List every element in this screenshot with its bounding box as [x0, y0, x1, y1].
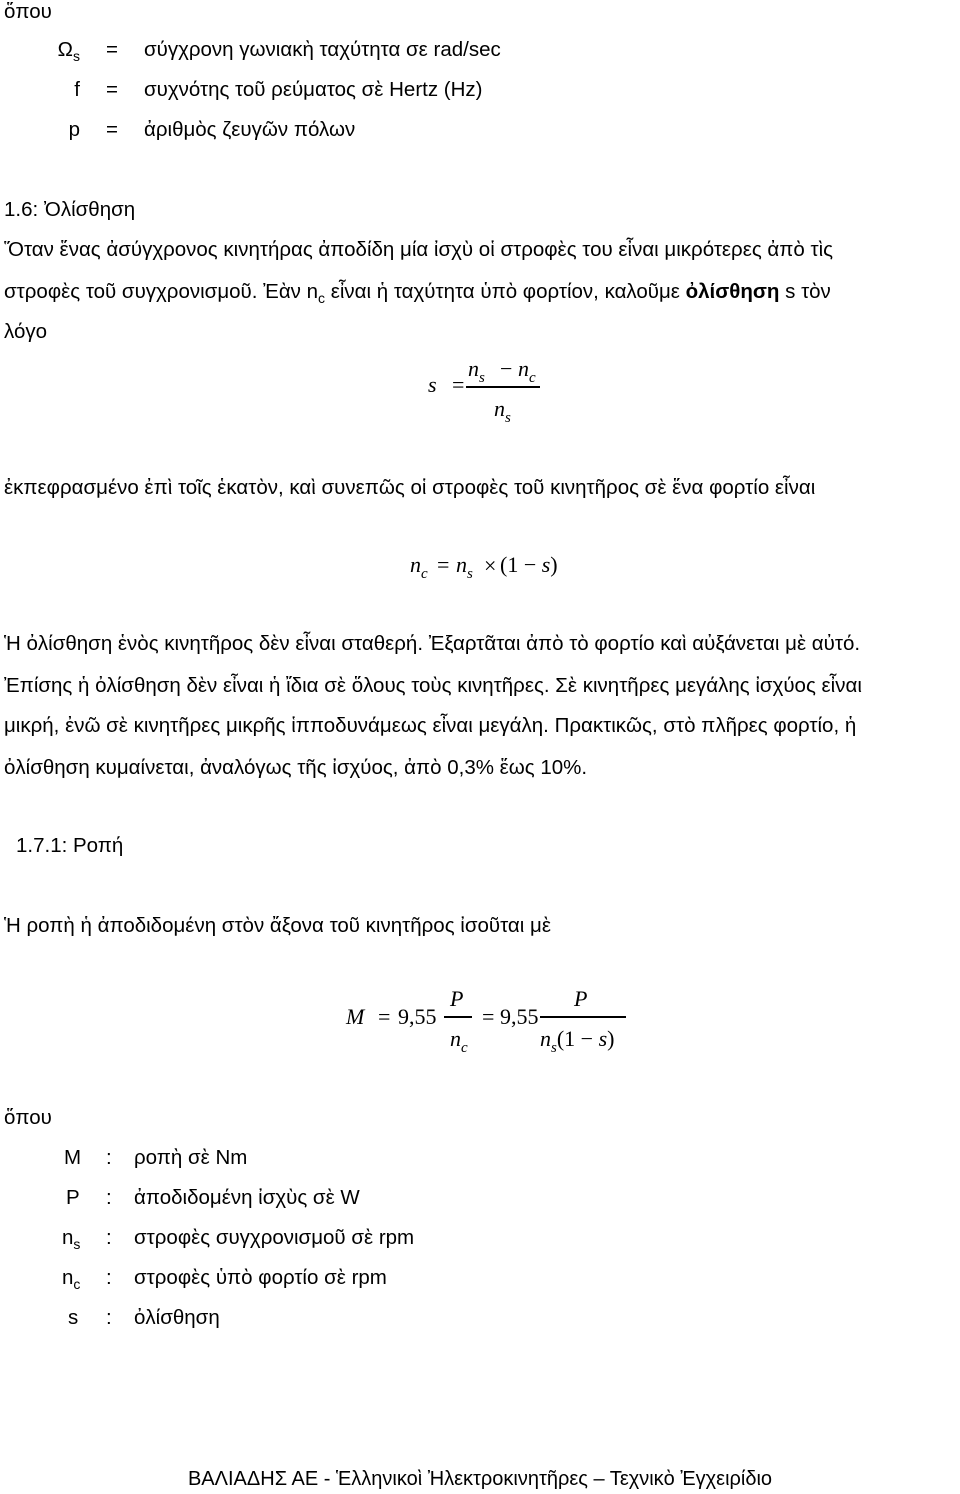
fraction-bar — [444, 1016, 472, 1018]
paragraph-line: λόγο — [4, 320, 47, 343]
definition-separator: : — [106, 1186, 112, 1209]
definition-symbol: $n_c$ — [62, 1266, 81, 1292]
definition-equals: = — [106, 118, 118, 141]
paragraph-line: μικρή, ἐνῶ σὲ κινητῆρες μικρῆς ἱπποδυνάμεως εἶναι μεγάλη. Πρακτικῶς, στὸ πλῆρες φορτίο, ἡ — [4, 714, 857, 737]
eq-equals: = — [378, 1004, 391, 1029]
intro-word: ὅπου — [4, 1106, 52, 1129]
fraction-bar — [540, 1016, 626, 1018]
eq-denominator: $n_c$ — [450, 1026, 468, 1056]
definition-equals: = — [106, 78, 118, 101]
definition-separator: : — [106, 1146, 112, 1169]
eq-term: $n_s$ — [456, 552, 473, 582]
definition-text: ροπὴ σὲ Nm — [134, 1146, 248, 1169]
eq-times: × — [484, 553, 497, 578]
paragraph-line: Ὅταν ἕνας ἀσύγχρονος κινητήρας ἀποδίδη μία ἰσχὺ οἱ στροφὲς του εἶναι μικρότερες ἀπὸ τὶς — [4, 238, 834, 261]
eq-numerator: $n_s$ — [468, 356, 485, 386]
paragraph-line: Ἡ ὀλίσθηση ἑνὸς κινητῆρος δὲν εἶναι σταθερή. Ἐξαρτᾶται ἀπὸ τὸ φορτίο καὶ αὐξάνεται μὲ αὐτό. — [4, 632, 861, 655]
page-footer: ΒΑΛΙΑΔΗΣ ΑΕ - Ἑλληνικοὶ Ἠλεκτροκινητῆρες – Τεχνικὸ Ἐγχειρίδιο — [187, 1468, 773, 1490]
eq-var: s — [428, 372, 437, 397]
paragraph-line: ὀλίσθηση κυμαίνεται, ἀναλόγως τῆς ἰσχύος, ἀπὸ 0,3% ἕως 10%. — [4, 756, 588, 779]
intro-word: ὅπου — [4, 0, 52, 23]
definition-text: στροφὲς ὑπὸ φορτίο σὲ rpm — [134, 1266, 387, 1289]
eq-equals: = — [437, 552, 450, 577]
definition-text: ὀλίσθηση — [134, 1306, 220, 1329]
bold-term: ὀλίσθηση — [685, 280, 780, 303]
definition-symbol: M — [64, 1146, 82, 1169]
definition-symbol: $\Omega_s$ — [57, 38, 80, 64]
definition-text: ἀριθμὸς ζευγῶν πόλων — [144, 118, 356, 141]
eq-numerator: $n_c$ — [518, 356, 536, 386]
definition-equals: = — [106, 38, 118, 61]
definition-separator: : — [106, 1306, 112, 1329]
definition-separator: : — [106, 1226, 112, 1249]
eq-paren: (1 − s) — [500, 552, 558, 577]
paragraph-line: Ἐπίσης ἡ ὀλίσθηση δὲν εἶναι ἡ ἴδια σὲ ὅλους τοὺς κινητῆρες. Σὲ κινητῆρες μεγάλης ἰσχύος εἶναι — [4, 674, 862, 697]
eq-equals: = — [482, 1004, 495, 1029]
definition-symbol: f — [74, 78, 80, 101]
eq-lhs: M — [346, 1004, 365, 1029]
eq-numerator: P — [574, 986, 588, 1011]
definition-symbol: P — [66, 1186, 80, 1209]
eq-denominator: $n_s$ — [494, 396, 511, 426]
eq-coefficient: 9,55 — [500, 1004, 539, 1029]
definition-text: ἀποδιδομένη ἰσχὺς σὲ W — [134, 1186, 360, 1209]
paragraph-line: στροφὲς τοῦ συγχρονισμοῦ. Ἐὰν $n_c$ εἶναι ἡ ταχύτητα ὑπὸ φορτίον, καλοῦμε ὀλίσθηση s τὸν — [4, 280, 831, 306]
eq-equals: = — [452, 372, 465, 397]
definition-text: σύγχρονη γωνιακὴ ταχύτητα σε rad/sec — [144, 38, 501, 61]
eq-coefficient: 9,55 — [398, 1004, 437, 1029]
eq-minus: − — [500, 356, 513, 381]
definition-symbol: p — [68, 118, 80, 141]
paragraph-line: Ἡ ροπὴ ἡ ἀποδιδομένη στὸν ἄξονα τοῦ κινητῆρος ἰσοῦται μὲ — [4, 914, 551, 937]
definition-symbol: $n_s$ — [62, 1226, 81, 1252]
section-title: 1.7.1: Ροπή — [16, 834, 124, 857]
definition-text: στροφὲς συγχρονισμοῦ σὲ rpm — [134, 1226, 415, 1249]
eq-denominator: $n_s(1 - s)$ — [540, 1026, 615, 1056]
paragraph-line: ἐκπεφρασμένο ἐπὶ τοῖς ἑκατὸν, καὶ συνεπῶς οἱ στροφὲς τοῦ κινητῆρος σὲ ἕνα φορτίο εἶναι — [4, 476, 816, 499]
definition-text: συχνότης τοῦ ρεύματος σὲ Hertz (Hz) — [144, 78, 483, 101]
fraction-bar — [466, 386, 540, 388]
definition-symbol: s — [68, 1306, 79, 1329]
eq-lhs: $n_c$ — [410, 552, 428, 582]
section-title: 1.6: Ὀλίσθηση — [4, 198, 136, 221]
eq-numerator: P — [450, 986, 464, 1011]
definition-separator: : — [106, 1266, 112, 1289]
